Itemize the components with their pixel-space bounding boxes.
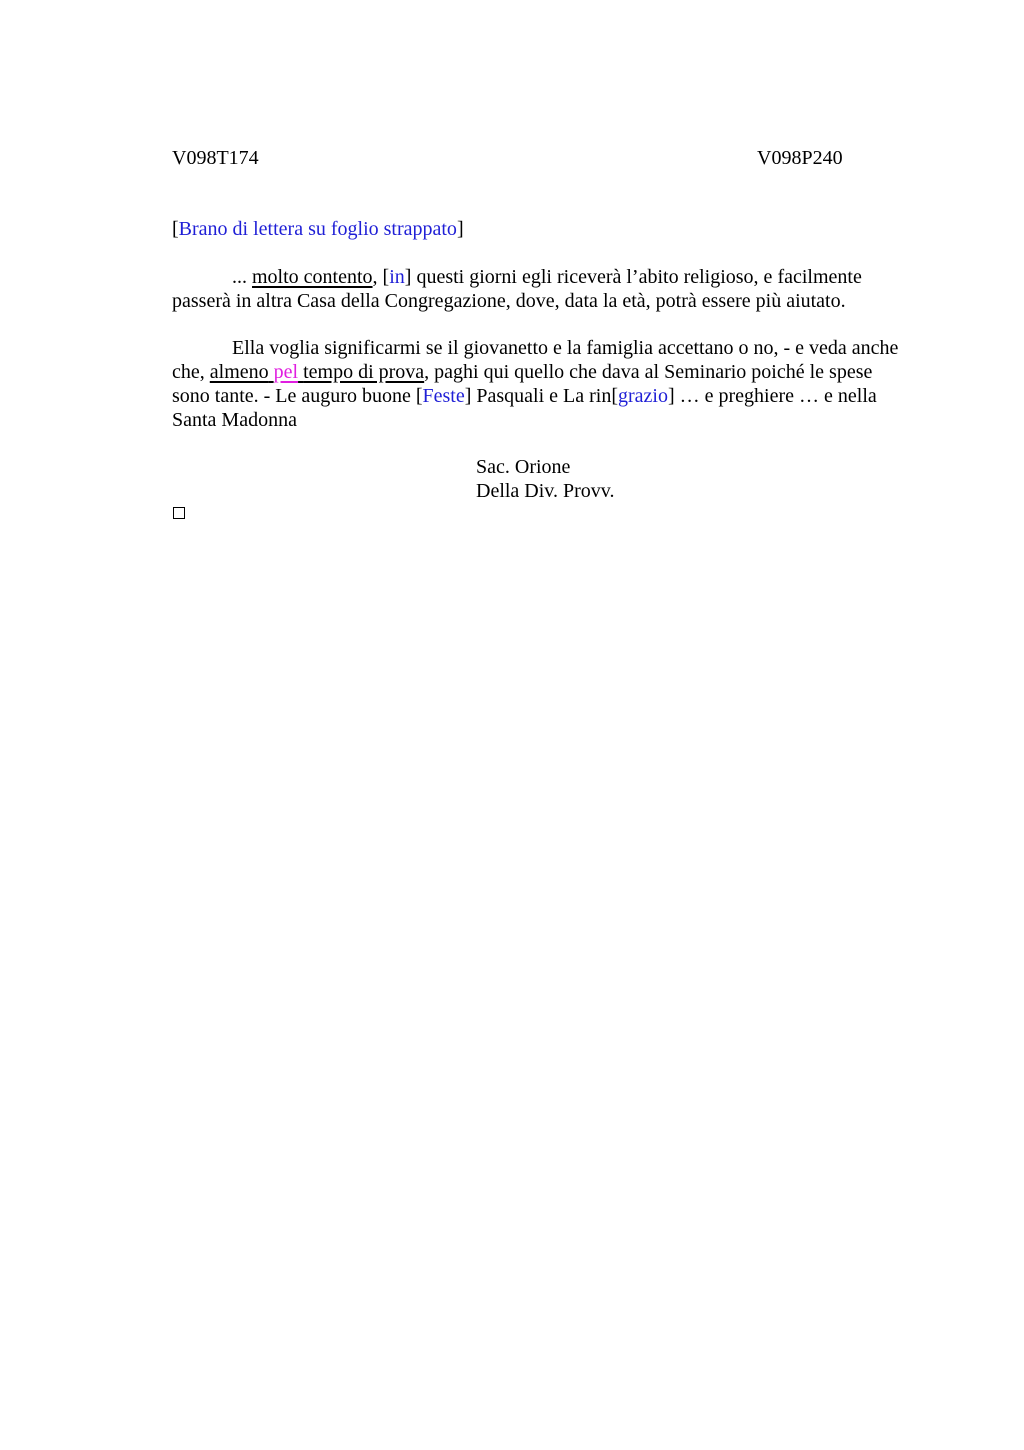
signature-block bbox=[476, 455, 615, 503]
heading-text: Brano di lettera su foglio strappato bbox=[178, 218, 457, 240]
editorial-insert: Feste bbox=[422, 385, 465, 407]
text-run: ... bbox=[232, 266, 252, 288]
text-run: ] Pasquali e La rin[ bbox=[464, 385, 618, 407]
signature-line-2: Della Div. Provv. bbox=[476, 480, 615, 502]
document-ref-left: V098T174 bbox=[172, 147, 259, 169]
text-run: , [ bbox=[372, 266, 390, 288]
paragraph-2 bbox=[172, 336, 932, 432]
text-run: sono tante. - Le auguro buone [ bbox=[172, 385, 423, 407]
underlined-text: almeno bbox=[209, 361, 269, 383]
editorial-insert: in bbox=[389, 266, 405, 288]
paragraph-1-line-1 bbox=[172, 265, 932, 289]
text-run: che, bbox=[172, 361, 210, 383]
underlined-text: tempo di prova bbox=[303, 361, 425, 383]
editorial-insert: grazio bbox=[617, 385, 668, 407]
heading-bracket-close: ] bbox=[456, 218, 464, 240]
text-run: ] questi giorni egli riceverà l’abito religioso, e facilmente bbox=[404, 266, 862, 288]
paragraph-1-line-2: passerà in altra Casa della Congregazione, dove, data la età, potrà essere più aiutato. bbox=[172, 290, 846, 312]
document-heading bbox=[172, 217, 464, 241]
paragraph-2-line-2 bbox=[172, 360, 932, 384]
signature-line-1: Sac. Orione bbox=[476, 456, 571, 478]
underlined-text: molto contento bbox=[252, 266, 373, 288]
paragraph-1 bbox=[172, 265, 932, 313]
checkbox-square-icon bbox=[173, 507, 185, 519]
paragraph-2-line-4: Santa Madonna bbox=[172, 409, 297, 431]
text-run: ] … e preghiere … e nella bbox=[667, 385, 877, 407]
text-run: Ella voglia significarmi se il giovanetto e la famiglia accettano o no, - e veda anche bbox=[232, 337, 899, 359]
document-ref-right: V098P240 bbox=[757, 147, 843, 169]
paragraph-2-line-3 bbox=[172, 384, 932, 408]
text-run: , paghi qui quello che dava al Seminario poiché le spese bbox=[424, 361, 873, 383]
highlighted-word: pel bbox=[273, 361, 299, 383]
heading-bracket-open: [ bbox=[172, 218, 179, 240]
paragraph-2-line-1 bbox=[172, 336, 932, 360]
